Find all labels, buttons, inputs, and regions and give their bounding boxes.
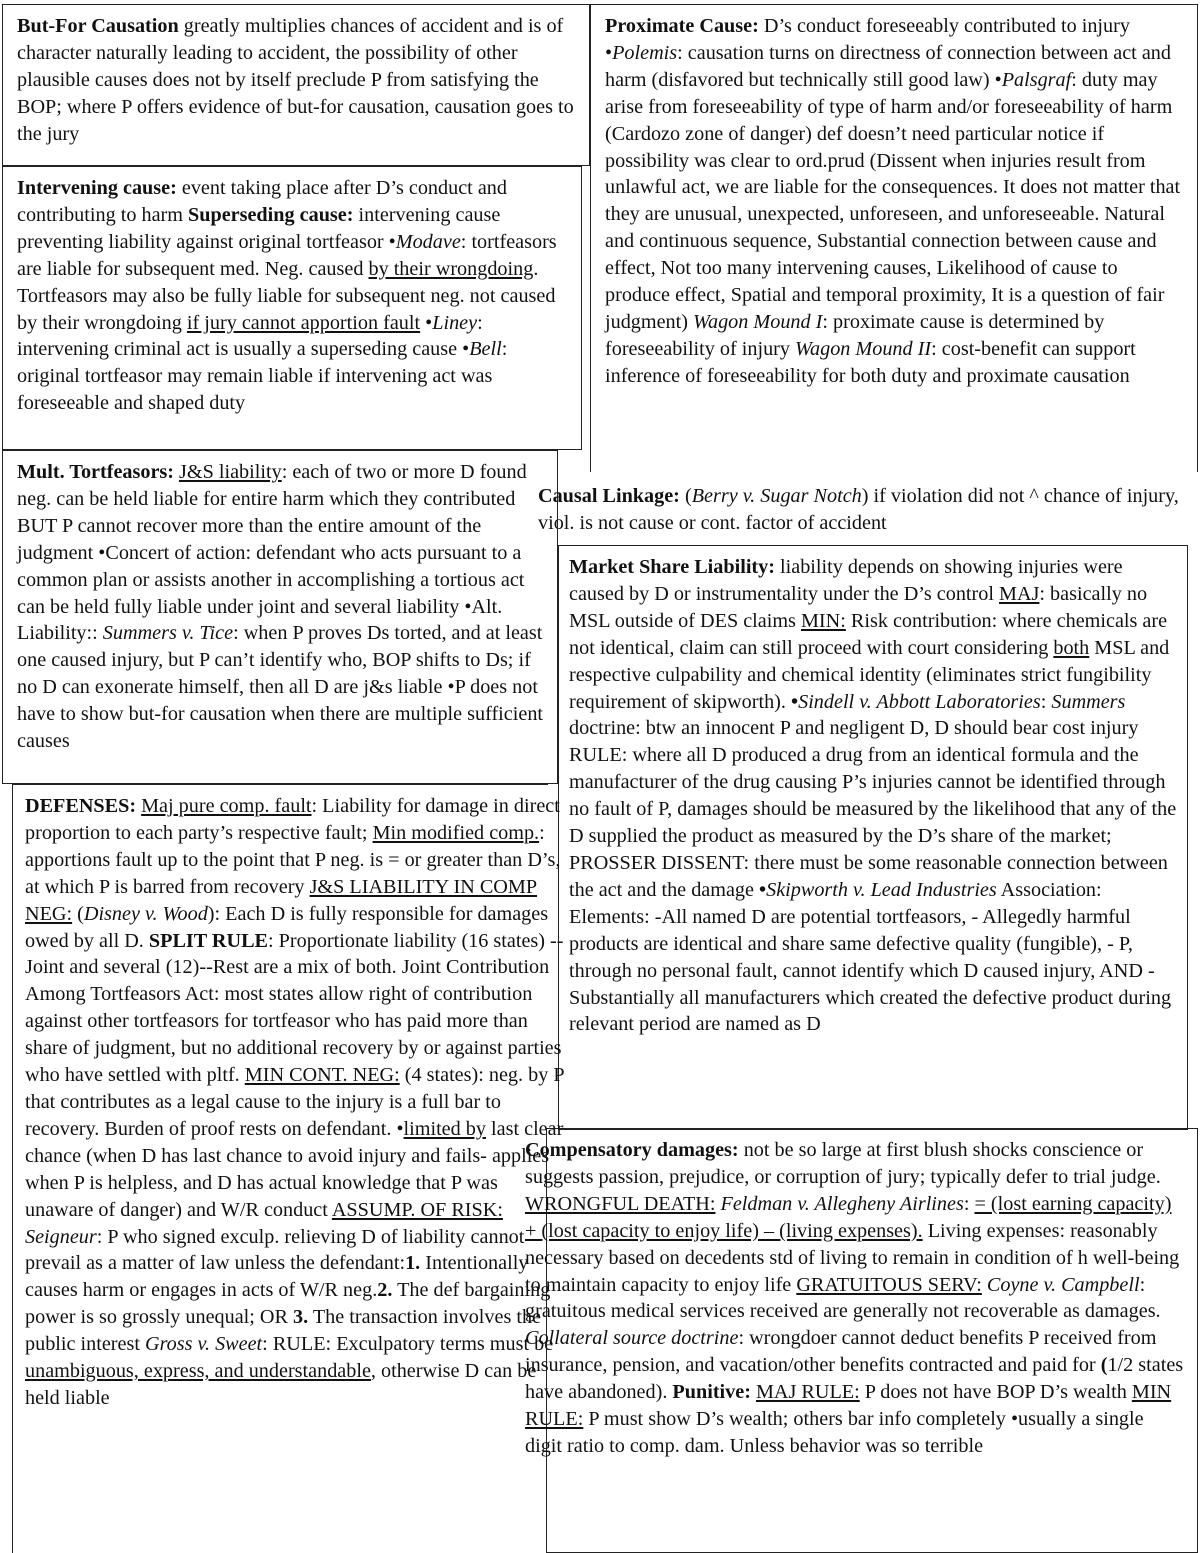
multiple-tortfeasors-box: [2, 450, 558, 784]
defenses-text: DEFENSES: Maj pure comp. fault: Liability for damage in direct proportion to each party’s respective fault; Min modified comp.: apportions fault up to the point that P neg. is = or greater than D’s, at which P is barred from recovery J&S LIABILITY IN COMP NEG: (Disney v. Wood): Each D is fully responsible for damages owed by all D. SPLIT RULE: Proportionate liability (16 states) --Joint and several (12)--Rest are a mix of both. Joint Contribution Among Tortfeasors Act: most states allow right of contribution against other tortfeasors for tortfeasor who has paid more than share of judgment, but no additional recovery by or against parties who have settled with pltf. MIN CONT. NEG: (4 states): neg. by P that contributes as a legal cause to the injury is a full bar to recovery. Burden of proof rests on defendant. •limited by last clear chance (when D has last chance to avoid injury and fails- applies when P is helpless, and D has actual knowledge that P was unaware of danger) and W/R conduct ASSUMP. OF RISK: Seigneur: P who signed exculp. relieving D of liability cannot prevail as a matter of law unless the defendant:1. Intentionally causes harm or engages in acts of W/R neg.2. The def bargaining power is so grossly unequal; OR 3. The transaction involves the public interest Gross v. Sweet: RULE: Exculpatory terms must be unambiguous, express, and understandable, otherwise D can be held liable: [25, 795, 564, 1409]
intervening-cause-text: Intervening cause: event taking place after D’s conduct and contributing to harm Superseding cause: intervening cause preventing liability against original tortfeasor •Modave: tortfeasors are liable for subsequent med. Neg. caused by their wrongdoing. Tortfeasors may also be fully liable for subsequent neg. not caused by their wrongdoing if jury cannot apportion fault •Liney: intervening criminal act is usually a superseding cause •Bell: original tortfeasor may remain liable if intervening act was foreseeable and shaped duty: [17, 177, 557, 415]
market-share-box: [558, 545, 1188, 1130]
but-for-causation-text: But-For Causation greatly multiplies chances of accident and is of character naturally leading to accident, the possibility of other plausible causes does not by itself preclude P from satisfying the BOP; where P offers evidence of but-for causation, causation goes to the jury: [17, 15, 574, 145]
defenses-box: [12, 784, 564, 1553]
multiple-tortfeasors-text: Mult. Tortfeasors: J&S liability: each of two or more D found neg. can be held liable for entire harm which they contributed BUT P cannot recover more than the entire amount of the judgment •Concert of action: defendant who acts pursuant to a common plan or assists another in accomplishing a tortious act can be held fully liable under joint and several liability •Alt. Liability:: Summers v. Tice: when P proves Ds torted, and at least one caused injury, but P can’t identify who, BOP shifts to Ds; if no D can exonerate himself, then all D are j&s liable •P does not have to show but-for causation when there are multiple sufficient causes: [17, 461, 544, 753]
causal-linkage-box: [528, 472, 1200, 544]
but-for-causation-box: [2, 4, 590, 166]
compensatory-damages-text: Compensatory damages: not be so large at first blush shocks conscience or suggests passion, prejudice, or corruption of jury; typically defer to trial judge. WRONGFUL DEATH: Feldman v. Allegheny Airlines: = (lost earning capacity) + (lost capacity to enjoy life) – (living expenses). Living expenses: reasonably necessary based on decedents std of living to remain in condition of h well-being to maintain capacity to enjoy life GRATUITOUS SERV: Coyne v. Campbell: gratuitous medical services received are generally not recoverable as damages. Collateral source doctrine: wrongdoer cannot deduct benefits P received from insurance, pension, and vacation/other benefits contracted and paid for (1/2 states have abandoned). Punitive: MAJ RULE: P does not have BOP D’s wealth MIN RULE: P must show D’s wealth; others bar info completely •usually a single digit ratio to comp. dam. Unless behavior was so terrible: [525, 1139, 1184, 1457]
intervening-cause-box: [2, 166, 582, 450]
market-share-text: Market Share Liability: liability depends on showing injuries were caused by D or instrumentality under the D’s control MAJ: basically no MSL outside of DES claims MIN: Risk contribution: where chemicals are not identical, claim can still proceed with court considering both MSL and respective culpability and chemical identity (eliminates strict fungibility requirement of skipworth). •Sindell v. Abbott Laboratories: Summers doctrine: btw an innocent P and negligent D, D should bear cost injury RULE: where all D produced a drug from an identical formula and the manufacturer of the drug causing P’s injuries cannot be identified through no fault of P, damages should be measured by the likelihood that any of the D supplied the product as measured by the D’s share of the market; PROSSER DISSENT: there must be some reasonable connection between the act and the damage •Skipworth v. Lead Industries Association: Elements: -All named D are potential tortfeasors, - Allegedly harmful products are identical and share same defective quality (fungible), - P, through no personal fault, cannot identify which D caused injury, AND -Substantially all manufacturers which created the defective product during relevant period are named as D: [569, 556, 1177, 1036]
proximate-cause-box: [590, 4, 1198, 472]
causal-linkage-text: Causal Linkage: (Berry v. Sugar Notch) if violation did not ^ chance of injury, viol. is not cause or cont. factor of accident: [538, 485, 1179, 534]
compensatory-damages-box: [525, 1128, 1198, 1553]
proximate-cause-text: Proximate Cause: D’s conduct foreseeably contributed to injury •Polemis: causation turns on directness of connection between act and harm (disfavored but technically still good law) •Palsgraf: duty may arise from foreseeability of type of harm and/or foreseeability of harm (Cardozo zone of danger) def doesn’t need particular notice if possibility was clear to ord.prud (Dissent when injuries result from unlawful act, we are liable for the consequences. It does not matter that they are unusual, unexpected, unforeseen, and unforeseeable. Natural and continuous sequence, Substantial connection between cause and effect, Not too many intervening causes, Likelihood of cause to produce effect, Spatial and temporal proximity, It is a question of fair judgment) Wagon Mound I: proximate cause is determined by foreseeability of injury Wagon Mound II: cost-benefit can support inference of foreseeability for both duty and proximate causation: [605, 15, 1181, 387]
